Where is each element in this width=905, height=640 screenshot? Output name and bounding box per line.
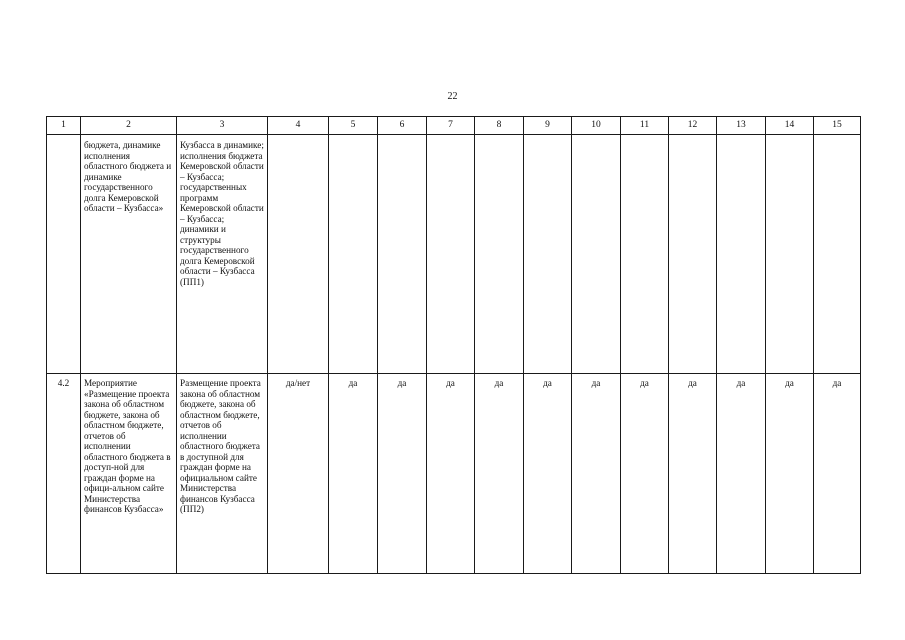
table-cell: да [717, 374, 766, 574]
column-header: 6 [378, 117, 427, 135]
column-header: 5 [329, 117, 378, 135]
column-header: 14 [766, 117, 814, 135]
table-cell [524, 135, 572, 374]
table-cell: да [572, 374, 621, 574]
table-cell: да [669, 374, 717, 574]
table-cell [621, 135, 669, 374]
column-header: 15 [814, 117, 861, 135]
column-header: 7 [427, 117, 475, 135]
table-cell: да [814, 374, 861, 574]
column-header: 13 [717, 117, 766, 135]
data-table [46, 116, 861, 574]
table-cell: да [378, 374, 427, 574]
table-cell [669, 135, 717, 374]
table-cell [47, 135, 81, 374]
column-header: 2 [81, 117, 177, 135]
table-cell: Размещение проекта закона об областном бюджете, закона об областном бюджете, отчетов об исполнении областного бюджета в доступной для граждан форме на официальном сайте Министерства финансов Кузбасса (ПП2) [177, 374, 268, 574]
table-cell [268, 135, 329, 374]
table-cell: 4.2 [47, 374, 81, 574]
table-cell [329, 135, 378, 374]
column-header: 3 [177, 117, 268, 135]
column-header: 10 [572, 117, 621, 135]
table-cell [427, 135, 475, 374]
table-cell: да [329, 374, 378, 574]
table-cell: Мероприятие «Размещение проекта закона об областном бюджете, закона об областном бюджете, отчетов об исполнении областного бюджета в доступ-ной для граждан форме на офици-альном сайте Министерства финансов Кузбасса» [81, 374, 177, 574]
table-cell [814, 135, 861, 374]
column-header: 9 [524, 117, 572, 135]
column-header: 12 [669, 117, 717, 135]
table-cell: да [475, 374, 524, 574]
table-row [47, 374, 861, 574]
header-row [47, 117, 861, 135]
column-header: 4 [268, 117, 329, 135]
table-cell [378, 135, 427, 374]
table-cell: да [427, 374, 475, 574]
column-header: 1 [47, 117, 81, 135]
table-cell [475, 135, 524, 374]
table-cell: да [621, 374, 669, 574]
table-cell [717, 135, 766, 374]
table-cell: да [766, 374, 814, 574]
column-header: 11 [621, 117, 669, 135]
table-row [47, 135, 861, 374]
table-cell [572, 135, 621, 374]
table-cell: Кузбасса в динамике; исполнения бюджета Кемеровской области – Кузбасса; государственных программ Кемеровской области – Кузбасса; динамики и структуры государственного долга Кемеровской области – Кузбасса (ПП1) [177, 135, 268, 374]
page-number: 22 [447, 91, 458, 102]
table-cell [766, 135, 814, 374]
column-header: 8 [475, 117, 524, 135]
table-cell: да [524, 374, 572, 574]
table-cell: да/нет [268, 374, 329, 574]
table-cell: бюджета, динамике исполнения областного бюджета и динамике государственного долга Кемеровской области – Кузбасса» [81, 135, 177, 374]
